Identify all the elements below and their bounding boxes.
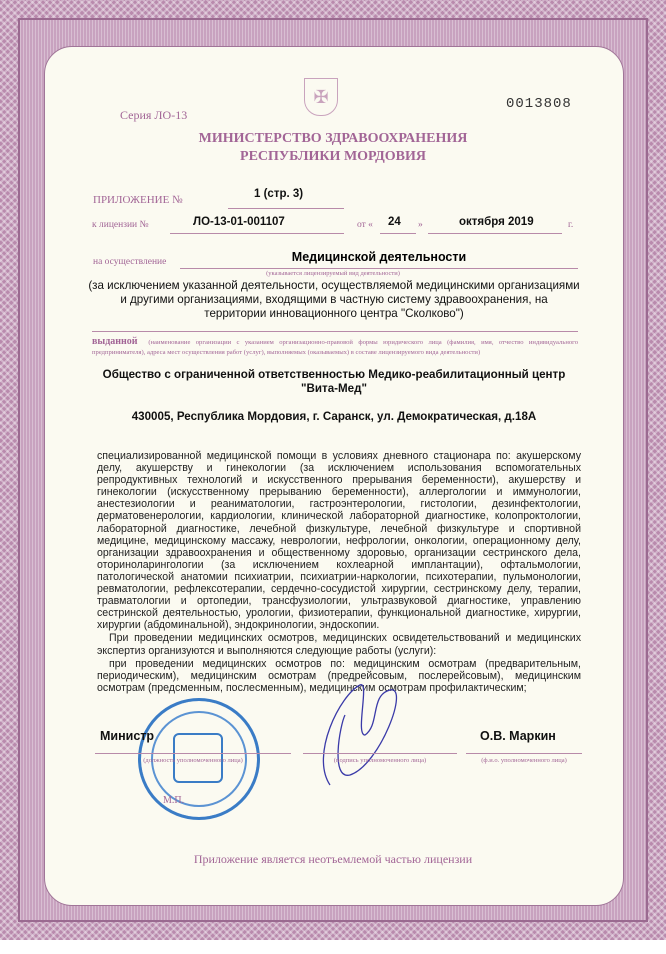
organization-address: 430005, Республика Мордовия, г. Саранск, ул. Демократическая, д.18А — [131, 410, 537, 423]
appendix-underline — [228, 208, 344, 209]
day-underline — [380, 233, 416, 234]
license-body — [97, 450, 581, 695]
appendix-number: 1 (стр. 3) — [254, 188, 304, 200]
license-day: 24 — [388, 216, 401, 228]
appendix-label: ПРИЛОЖЕНИЕ № — [93, 194, 183, 206]
seal-label: М.П. — [163, 795, 185, 806]
ministry-title-line2: РЕСПУБЛИКИ МОРДОВИЯ — [240, 149, 426, 164]
issued-label: выданной — [92, 336, 138, 347]
activity-label: на осуществление — [93, 257, 167, 267]
issued-caption — [92, 337, 578, 358]
activity-exclusion: (за исключением указанной деятельности, осуществляемой медицинскими организациями и другими организациями, входящими в частную систему здравоохранения, на территории инновационного центра "Сколково") — [88, 279, 580, 320]
license-number: ЛО-13-01-001107 — [193, 216, 285, 228]
footer-note: Приложение является неотъемлемой частью лицензии — [193, 852, 473, 866]
license-underline — [170, 233, 344, 234]
quote-close: » — [418, 220, 423, 230]
ministry-title — [0, 130, 666, 166]
medical-exams-list: при проведении медицинских осмотров по: медицинским осмотрам (предварительным, периодическим), медицинским осмотрам (предрейсовым, послерейсовым), медицинским осмотрам (предсменным, послесменным), медицинским осмотрам профилактическим; — [97, 657, 581, 694]
position-caption: (должность уполномоченного лица) — [143, 757, 243, 764]
signer-position: Министр — [100, 729, 155, 743]
licensee-section — [88, 279, 580, 424]
signature-underline — [303, 753, 457, 754]
form-number: 0013808 — [506, 96, 572, 112]
organization-name: Общество с ограниченной ответственностью Медико-реабилитационный центр "Вита-Мед" — [102, 368, 566, 395]
services-list: специализированной медицинской помощи в условиях дневного стационара по: акушерскому делу, акушерству и гинекологии (за исключением использования вспомогательных репродуктивных технологий и искусственного прерывания беременности), акушерству и гинекологии (искусственному прерыванию беременности), аллергологии и иммунологии, анестезиологии и реаниматологии, гастроэнтерологии, гистологии, дезинфектологии, дерматовенерологии, кардиологии, клинической лабораторной диагностике, колопроктологии, лабораторной диагностике, лечебной физкультуре, лечебной физкультуре и спортивной медицине, медицинскому массажу, неврологии, нефрологии, онкологии, операционному делу, организации здравоохранения и общественному здоровью, организации сестринского дела, оториноларингологии (за исключением кохлеарной имплантации), офтальмологии, патологической анатомии психиатрии, психиатрии-наркологии, психотерапии, пульмонологии, ревматологии, рефлексотерапии, сердечно-сосудистой хирургии, сестринскому делу, терапии, травматологии и ортопедии, трансфузиологии, ультразвуковой диагностике, управлению сестринской деятельностью, урологии, физиотерапии, функциональной диагностике, хирургии, хирургии (абдоминальной), эндокринологии, эндоскопии. — [97, 450, 581, 632]
coat-of-arms-icon: ✠ — [304, 78, 338, 116]
activity-caption: (указывается лицензируемый вид деятельности) — [266, 270, 400, 277]
signature-scribble — [300, 675, 420, 795]
position-underline — [95, 753, 291, 754]
activity-value: Медицинской деятельности — [291, 250, 467, 264]
medical-exams-intro: При проведении медицинских осмотров, медицинских освидетельствований и медицинских экспертиз организуются и выполняются следующие работы (услуги): — [97, 632, 581, 657]
series-label: Серия ЛО-13 — [120, 108, 188, 122]
signature-caption: (подпись уполномоченного лица) — [333, 757, 427, 764]
license-from-label: от « — [357, 220, 373, 230]
year-suffix: г. — [568, 220, 574, 230]
license-label: к лицензии № — [92, 220, 149, 230]
signer-name: О.В. Маркин — [480, 729, 556, 743]
ministry-title-line1: МИНИСТЕРСТВО ЗДРАВООХРАНЕНИЯ — [198, 131, 468, 146]
activity-underline — [180, 268, 578, 269]
issued-caption-text: (наименование организации с указанием организационно-правовой формы юридического лица (фамилия, имя, отчество индивидуального предпринимателя), адреса мест осуществления работ (услуг), выполняемых (оказываемых) в составе лицензируемого вида деятельности) — [92, 339, 578, 356]
name-underline — [466, 753, 582, 754]
issued-underline — [92, 331, 578, 332]
name-caption: (ф.и.о. уполномоченного лица) — [481, 757, 567, 764]
license-month-year: октября 2019 — [459, 216, 534, 228]
month-underline — [428, 233, 562, 234]
